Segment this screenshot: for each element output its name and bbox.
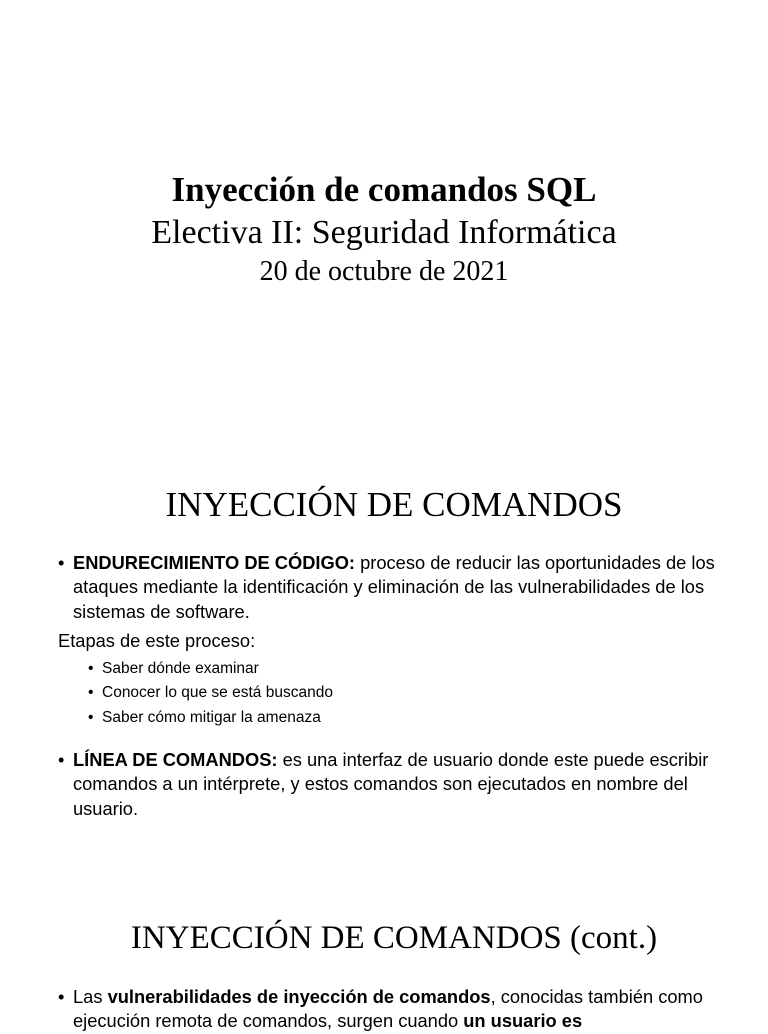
bullet-prefix: Las bbox=[73, 986, 108, 1007]
bullet-vulnerabilidades bbox=[58, 985, 718, 1034]
bullet-dot-icon: • bbox=[88, 684, 94, 701]
bullet-definition: proceso de reducir las oportunidades de los ataques mediante la identificación y eliminación de las vulnerabilidades de los sistemas de software. bbox=[73, 552, 715, 622]
bullet-linea-comandos bbox=[58, 748, 718, 821]
sub-list-item bbox=[88, 660, 259, 678]
bullet-definition: es una interfaz de usuario donde este puede escribir comandos a un intérprete, y estos comandos son ejecutados en nombre del usuario. bbox=[73, 749, 709, 819]
sub-list-text: Saber dónde examinar bbox=[102, 660, 259, 677]
bullet-dot-icon: • bbox=[58, 749, 65, 770]
bullet-definition: , conocidas también como ejecución remota de comandos, surgen cuando bbox=[73, 986, 703, 1032]
content-slide-2 bbox=[0, 910, 768, 1032]
bullet-dot-icon: • bbox=[58, 552, 65, 573]
slide-heading: INYECCIÓN DE COMANDOS bbox=[165, 485, 623, 524]
bullet-dot-icon: • bbox=[88, 660, 94, 677]
bullet-term: ENDURECIMIENTO DE CÓDIGO: bbox=[73, 552, 356, 573]
slide-title: Inyección de comandos SQL bbox=[171, 170, 597, 209]
content-slide-1 bbox=[0, 430, 768, 910]
bullet-dot-icon: • bbox=[88, 709, 94, 726]
bullet-term: vulnerabilidades de inyección de comandos bbox=[107, 986, 491, 1007]
title-slide bbox=[0, 0, 768, 430]
sub-list-item bbox=[88, 684, 333, 702]
slide-heading: INYECCIÓN DE COMANDOS (cont.) bbox=[130, 920, 658, 956]
sub-list-item bbox=[88, 709, 321, 727]
slide-date: 20 de octubre de 2021 bbox=[259, 256, 509, 287]
bullet-endurecimiento bbox=[58, 551, 718, 624]
sub-list-text: Saber cómo mitigar la amenaza bbox=[102, 709, 321, 726]
bullet-term: LÍNEA DE COMANDOS: bbox=[73, 749, 278, 770]
slide-subtitle: Electiva II: Seguridad Informática bbox=[151, 214, 617, 251]
etapas-label: Etapas de este proceso: bbox=[58, 630, 256, 651]
bullet-dot-icon: • bbox=[58, 986, 65, 1007]
sub-list-text: Conocer lo que se está buscando bbox=[102, 684, 333, 701]
bullet-emphasis: un usuario es bbox=[463, 1010, 583, 1032]
